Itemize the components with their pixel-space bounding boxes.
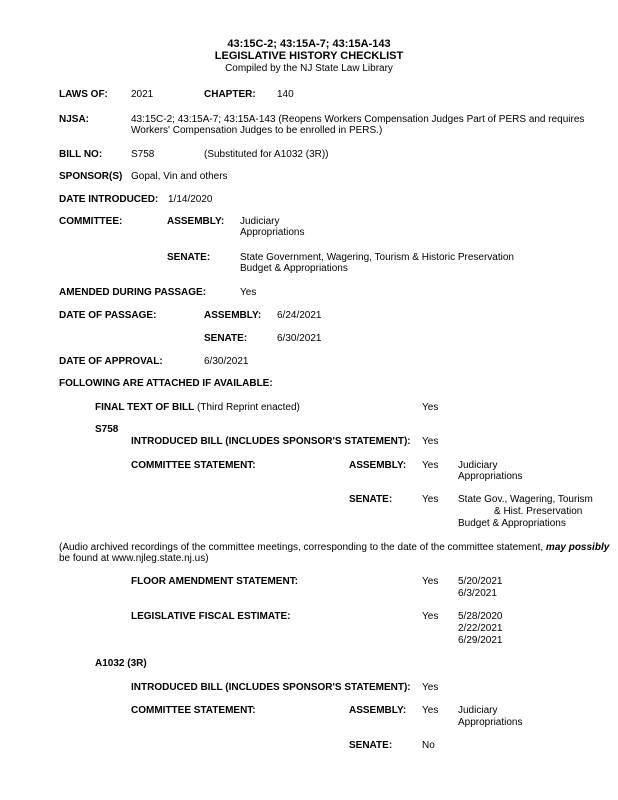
passage-senate-value: 6/30/2021 bbox=[277, 333, 322, 344]
s758-senate-committee-2: & Hist. Preservation bbox=[494, 506, 583, 517]
s758-committee-label: COMMITTEE STATEMENT: bbox=[131, 460, 256, 471]
attached-heading: FOLLOWING ARE ATTACHED IF AVAILABLE: bbox=[59, 378, 273, 389]
s758-senate-label: SENATE: bbox=[349, 494, 393, 505]
committee-label: COMMITTEE: bbox=[59, 216, 123, 227]
a1032-label: A1032 (3R) bbox=[95, 658, 147, 669]
chapter-value: 140 bbox=[277, 89, 294, 100]
a1032-senate-label: SENATE: bbox=[349, 740, 393, 751]
s758-senate-committee-1: State Gov., Wagering, Tourism bbox=[458, 494, 593, 505]
a1032-assembly-label: ASSEMBLY: bbox=[349, 705, 407, 716]
passage-assembly-value: 6/24/2021 bbox=[277, 310, 322, 321]
a1032-assembly-committee-2: Appropriations bbox=[458, 717, 523, 728]
bill-no-label: BILL NO: bbox=[59, 149, 103, 160]
sponsors-value: Gopal, Vin and others bbox=[131, 171, 228, 182]
a1032-introduced-label: INTRODUCED BILL (INCLUDES SPONSOR'S STATEMENT): bbox=[131, 682, 411, 693]
committee-assembly-label: ASSEMBLY: bbox=[167, 216, 225, 227]
fiscal-estimate-label: LEGISLATIVE FISCAL ESTIMATE: bbox=[131, 611, 291, 622]
a1032-assembly-value: Yes bbox=[422, 705, 439, 716]
s758-introduced-label: INTRODUCED BILL (INCLUDES SPONSOR'S STATEMENT): bbox=[131, 436, 411, 447]
s758-assembly-committee-2: Appropriations bbox=[458, 471, 523, 482]
committee-senate-2: Budget & Appropriations bbox=[240, 263, 348, 274]
date-introduced-label: DATE INTRODUCED: bbox=[59, 194, 159, 205]
passage-assembly-label: ASSEMBLY: bbox=[204, 310, 262, 321]
document-title: 43:15C-2; 43:15A-7; 43:15A-143 bbox=[227, 38, 391, 50]
fiscal-estimate-date-2: 2/22/2021 bbox=[458, 623, 503, 634]
bill-no-value: S758 bbox=[131, 149, 155, 160]
committee-assembly-1: Judiciary bbox=[240, 216, 280, 227]
a1032-introduced-value: Yes bbox=[422, 682, 439, 693]
a1032-assembly-committee-1: Judiciary bbox=[458, 705, 498, 716]
fiscal-estimate-date-3: 6/29/2021 bbox=[458, 635, 503, 646]
audio-note-line-1 bbox=[59, 542, 609, 553]
final-text-row bbox=[95, 402, 300, 413]
floor-amendment-date-1: 5/20/2021 bbox=[458, 576, 503, 587]
sponsors-label: SPONSOR(S) bbox=[59, 171, 123, 182]
audio-note-line-2: be found at www.njleg.state.nj.us) bbox=[59, 553, 209, 564]
audio-note-emphasis: may possibly bbox=[545, 542, 610, 553]
floor-amendment-date-2: 6/3/2021 bbox=[458, 588, 497, 599]
fiscal-estimate-date-1: 5/28/2020 bbox=[458, 611, 503, 622]
njsa-line-1: 43:15C-2; 43:15A-7; 43:15A-143 (Reopens Workers Compensation Judges Part of PERS and requires bbox=[131, 114, 585, 125]
s758-assembly-committee-1: Judiciary bbox=[458, 460, 498, 471]
chapter-label: CHAPTER: bbox=[204, 89, 256, 100]
committee-senate-1: State Government, Wagering, Tourism & Historic Preservation bbox=[240, 252, 514, 263]
committee-senate-label: SENATE: bbox=[167, 252, 211, 263]
a1032-senate-value: No bbox=[422, 740, 435, 751]
final-text-value: Yes bbox=[422, 402, 439, 413]
laws-of-value: 2021 bbox=[131, 89, 154, 100]
njsa-line-2: Workers' Compensation Judges to be enrolled in PERS.) bbox=[131, 125, 383, 136]
njsa-label: NJSA: bbox=[59, 114, 90, 125]
s758-senate-committee-3: Budget & Appropriations bbox=[458, 518, 566, 529]
passage-senate-label: SENATE: bbox=[204, 333, 248, 344]
final-text-note: (Third Reprint enacted) bbox=[197, 402, 300, 413]
amended-label: AMENDED DURING PASSAGE: bbox=[59, 287, 207, 298]
bill-no-note: (Substituted for A1032 (3R)) bbox=[204, 149, 329, 160]
s758-assembly-label: ASSEMBLY: bbox=[349, 460, 407, 471]
s758-senate-value: Yes bbox=[422, 494, 439, 505]
s758-label: S758 bbox=[95, 424, 119, 435]
final-text-label: FINAL TEXT OF BILL bbox=[95, 402, 195, 413]
amended-value: Yes bbox=[240, 287, 257, 298]
floor-amendment-label: FLOOR AMENDMENT STATEMENT: bbox=[131, 576, 299, 587]
approval-label: DATE OF APPROVAL: bbox=[59, 356, 163, 367]
document-subtitle: LEGISLATIVE HISTORY CHECKLIST bbox=[214, 50, 404, 62]
laws-of-label: LAWS OF: bbox=[59, 89, 108, 100]
fiscal-estimate-value: Yes bbox=[422, 611, 439, 622]
s758-assembly-value: Yes bbox=[422, 460, 439, 471]
date-introduced-value: 1/14/2020 bbox=[168, 194, 213, 205]
committee-assembly-2: Appropriations bbox=[240, 227, 305, 238]
compiled-by: Compiled by the NJ State Law Library bbox=[225, 63, 393, 74]
passage-label: DATE OF PASSAGE: bbox=[59, 310, 157, 321]
approval-value: 6/30/2021 bbox=[204, 356, 249, 367]
floor-amendment-value: Yes bbox=[422, 576, 439, 587]
a1032-committee-label: COMMITTEE STATEMENT: bbox=[131, 705, 256, 716]
s758-introduced-value: Yes bbox=[422, 436, 439, 447]
audio-note-text: (Audio archived recordings of the committee meetings, corresponding to the date of the committee statement, bbox=[59, 542, 544, 553]
